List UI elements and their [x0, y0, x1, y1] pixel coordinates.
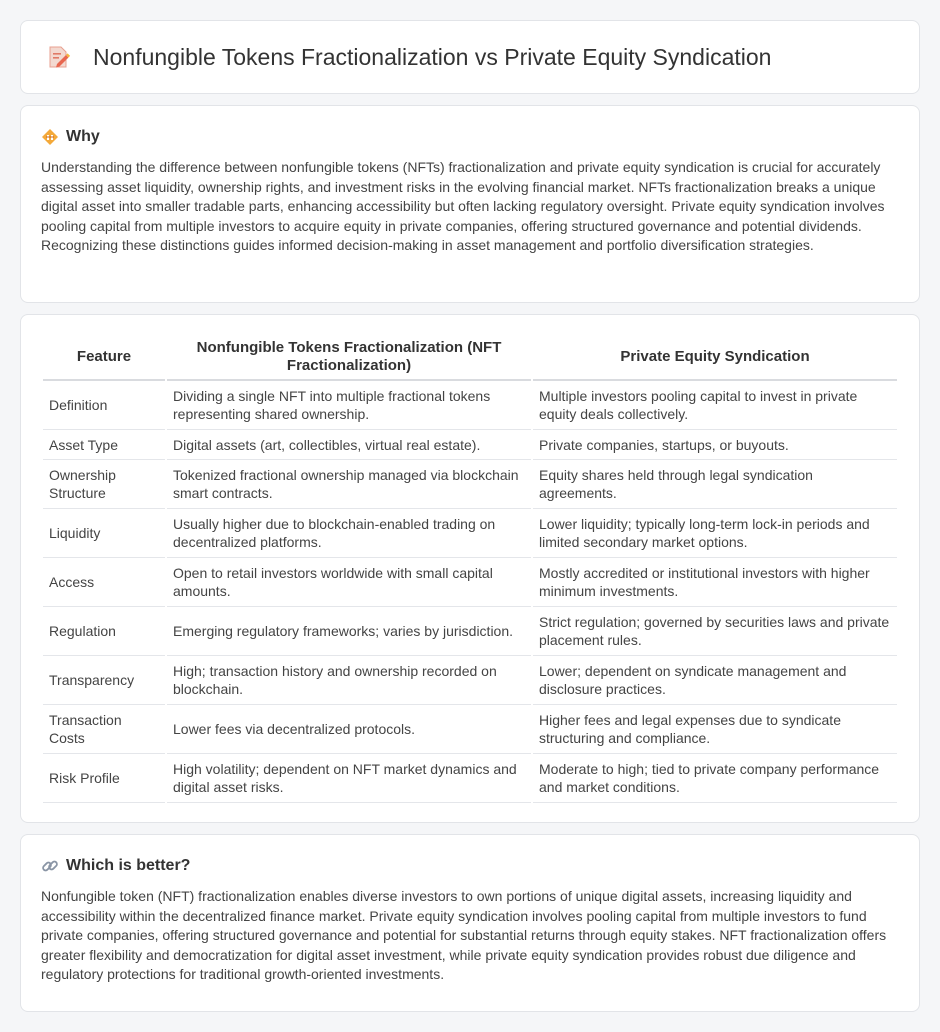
row-feature: Regulation: [43, 607, 165, 656]
title-card: [20, 20, 920, 94]
row-feature: Transaction Costs: [43, 705, 165, 754]
table-row: [43, 460, 897, 509]
row-pe-value: Equity shares held through legal syndication agreements.: [533, 460, 897, 509]
row-nft-value: Open to retail investors worldwide with small capital amounts.: [167, 558, 531, 607]
row-feature: Transparency: [43, 656, 165, 705]
row-nft-value: Emerging regulatory frameworks; varies by jurisdiction.: [167, 607, 531, 656]
table-row: [43, 509, 897, 558]
row-feature: Definition: [43, 381, 165, 430]
table-row: [43, 558, 897, 607]
row-pe-value: Strict regulation; governed by securities laws and private placement rules.: [533, 607, 897, 656]
row-nft-value: Dividing a single NFT into multiple fractional tokens representing shared ownership.: [167, 381, 531, 430]
row-nft-value: Digital assets (art, collectibles, virtual real estate).: [167, 430, 531, 460]
row-feature: Risk Profile: [43, 754, 165, 803]
header-feature: Feature: [43, 335, 165, 381]
document-pencil-icon: [45, 44, 71, 70]
better-text: Nonfungible token (NFT) fractionalization enables diverse investors to own portions of unique digital assets, increasing liquidity and accessibility within the decentralized finance market. Private equity syndication involves pooling capital from multiple investors to fund private companies, offering structured governance and potential for substantial returns through equity stakes. NFT fractionalization offers greater flexibility and democratization for digital asset investment, while private equity syndication provides robust due diligence and regulatory protections for traditional growth-oriented investments.: [41, 888, 887, 983]
row-feature: Access: [43, 558, 165, 607]
page-title: Nonfungible Tokens Fractionalization vs Private Equity Syndication: [93, 43, 772, 70]
header-nft-fractionalization: Nonfungible Tokens Fractionalization (NFT Fractionalization): [167, 335, 531, 381]
which-is-better-section: [20, 834, 920, 1012]
table-row: [43, 656, 897, 705]
header-private-equity-syndication: Private Equity Syndication: [533, 335, 897, 381]
row-nft-value: High volatility; dependent on NFT market dynamics and digital asset risks.: [167, 754, 531, 803]
table-header-row: [43, 335, 897, 381]
diamond-hands-icon: [41, 128, 59, 146]
why-title: Why: [66, 128, 100, 145]
row-pe-value: Mostly accredited or institutional investors with higher minimum investments.: [533, 558, 897, 607]
row-pe-value: Lower liquidity; typically long-term lock-in periods and limited secondary market options.: [533, 509, 897, 558]
row-pe-value: Private companies, startups, or buyouts.: [533, 430, 897, 460]
row-feature: Liquidity: [43, 509, 165, 558]
comparison-table: [41, 335, 899, 803]
row-pe-value: Lower; dependent on syndicate management and disclosure practices.: [533, 656, 897, 705]
row-nft-value: Tokenized fractional ownership managed via blockchain smart contracts.: [167, 460, 531, 509]
row-nft-value: High; transaction history and ownership recorded on blockchain.: [167, 656, 531, 705]
why-section: [20, 105, 920, 303]
row-feature: Ownership Structure: [43, 460, 165, 509]
row-pe-value: Higher fees and legal expenses due to syndicate structuring and compliance.: [533, 705, 897, 754]
row-nft-value: Lower fees via decentralized protocols.: [167, 705, 531, 754]
table-row: [43, 754, 897, 803]
row-pe-value: Moderate to high; tied to private company performance and market conditions.: [533, 754, 897, 803]
row-pe-value: Multiple investors pooling capital to invest in private equity deals collectively.: [533, 381, 897, 430]
why-heading: [41, 128, 899, 146]
better-title: Which is better?: [66, 857, 191, 874]
comparison-section: [20, 314, 920, 823]
table-row: [43, 705, 897, 754]
table-row: [43, 381, 897, 430]
better-heading: [41, 857, 899, 875]
row-feature: Asset Type: [43, 430, 165, 460]
table-row: [43, 607, 897, 656]
row-nft-value: Usually higher due to blockchain-enabled trading on decentralized platforms.: [167, 509, 531, 558]
table-row: [43, 430, 897, 460]
why-text: Understanding the difference between nonfungible tokens (NFTs) fractionalization and private equity syndication is crucial for accurately assessing asset liquidity, ownership rights, and investment risks in the evolving financial market. NFTs fractionalization breaks a unique digital asset into smaller tradable parts, enhancing accessibility but often lacking regulatory oversight. Private equity syndication involves pooling capital from multiple investors to acquire equity in private companies, offering structured governance and potential dividends. Recognizing these distinctions guides informed decision-making in asset management and portfolio diversification strategies.: [41, 159, 885, 254]
link-icon: [41, 857, 59, 875]
